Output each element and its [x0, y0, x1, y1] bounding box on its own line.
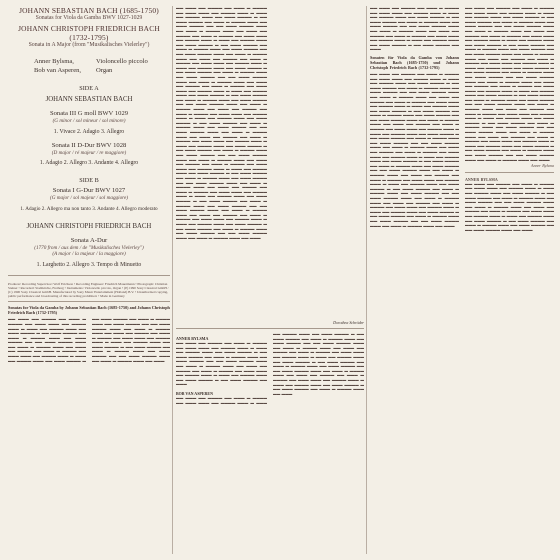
recording-credits: Producer: Recording Supervisor: Wolf Erichson • Recording Engineer: Friedrich Mauermann • Photograph: Christian Steiner • Recorded: Stadtkirche, Freiberg • Instruments: Violoncello piccolo, Organ • (P) 1990 Sony Classical GmbH / (C) 1990 Sony Classical GmbH. Manufactured by Sony Music Entertainment (Holland) B.V. • Unauthorized copying, public performance and broadcasting of this recording prohibited. • Made in Germany — [8, 281, 169, 299]
left-column — [8, 6, 170, 554]
right-column — [370, 6, 554, 554]
work-title: Sonata II D-Dur BWV 1028 — [51, 141, 127, 149]
performer-instrument: Organ — [96, 67, 113, 74]
work-key: (A major / la majeur / la maggiore) — [52, 251, 126, 257]
performer-name: Anner Bylsma, — [34, 58, 74, 65]
notes-text-english — [8, 317, 170, 363]
work-edition: (1770 from / aus dem / de "Musikalisches Vielerley") — [34, 244, 144, 251]
middle-column — [176, 6, 364, 554]
notes-heading-german: Sonaten für Viola da Gamba von Johann Sebastian Bach (1685-1750) und Johann Christoph Friedrich Bach (1732-1795) — [370, 54, 459, 70]
bio-section — [176, 332, 364, 405]
composer2-name: JOHANN CHRISTOPH FRIEDRICH BACH — [18, 24, 160, 33]
performer-row — [8, 66, 170, 75]
side-a-composer: JOHANN SEBASTIAN BACH — [45, 96, 133, 103]
divider-line — [8, 301, 170, 302]
composer1-subtitle: Sonatas for Viola da Gamba BWV 1027-1029 — [35, 15, 143, 21]
work-title: Sonata A-Dur — [70, 236, 108, 244]
composer1-name: JOHANN SEBASTIAN BACH — [19, 6, 118, 15]
text-block: ▬▬ ▬▬▬ ▬▬ ▬▬▬▬ ▬▬ ▬▬▬ ▬ ▬▬▬▬ ▬▬ ▬▬▬ ▬▬▬ ▬▬ ▬▬▬▬ ▬▬▬ ▬ ▬▬▬ ▬▬ ▬▬▬▬ ▬▬▬ ▬▬ ▬▬▬ ▬▬▬▬ ▬ ▬▬ ▬▬▬ ▬▬▬▬ ▬▬ ▬▬▬ ▬ ▬▬▬▬ ▬▬▬ ▬▬ ▬▬▬ ▬▬▬▬ ▬▬ ▬▬ ▬▬▬ ▬▬▬▬ ▬▬▬ ▬▬ ▬▬▬ ▬ ▬▬▬▬ ▬▬▬ ▬▬ ▬▬▬ ▬▬ ▬▬▬▬ ▬▬ ▬▬▬ ▬ ▬▬▬▬ ▬▬ ▬▬▬ ▬▬▬ ▬▬ ▬▬▬▬ ▬▬▬ ▬ ▬▬▬ ▬▬ ▬▬▬▬ ▬▬▬ ▬▬ ▬▬▬ ▬▬▬▬ ▬ ▬▬ ▬▬▬ ▬▬▬▬ ▬▬ ▬▬▬ Sonaten für Viola da Gamba von Johann Sebastian Bach (1685-1750) und Johann Christoph Friedrich Bach (1732-1795) ▬▬ ▬▬▬ ▬▬ ▬▬▬▬ ▬▬ ▬▬▬ ▬ ▬▬▬▬ ▬▬ ▬▬▬ ▬▬▬ ▬▬ ▬▬▬▬ ▬▬▬ ▬ ▬▬▬ ▬▬ ▬▬▬▬ ▬▬▬ ▬▬ ▬▬▬ ▬▬▬▬ ▬ ▬▬ ▬▬▬ ▬▬▬▬ ▬▬ ▬▬▬ ▬ ▬▬▬▬ ▬▬▬ ▬▬ ▬▬▬ ▬▬▬▬ ▬▬ ▬▬ ▬▬▬ ▬▬▬▬ ▬▬▬ ▬▬ ▬▬▬ ▬ ▬▬▬▬ ▬▬▬ ▬▬ ▬▬▬ ▬▬ ▬▬▬▬ ▬▬ ▬▬▬ ▬ ▬▬▬▬ ▬▬ ▬▬▬ ▬▬▬ ▬▬ ▬▬▬▬ ▬▬▬ ▬ ▬▬▬ ▬▬ ▬▬▬▬ ▬▬▬ ▬▬ ▬▬▬ ▬▬▬▬ ▬ ▬▬ ▬▬▬ ▬▬▬▬ ▬▬ ▬▬▬ ▬ ▬▬▬▬ ▬▬▬ ▬▬ ▬▬▬ ▬▬▬▬ ▬▬ ▬▬ ▬▬▬ ▬▬▬▬ ▬▬▬ ▬▬ ▬▬▬ ▬ ▬▬▬▬ ▬▬▬ ▬▬ ▬▬▬ ▬▬ ▬▬▬▬ ▬▬ ▬▬▬ ▬ ▬▬▬▬ ▬▬ ▬▬▬ ▬▬▬ ▬▬ ▬▬▬▬ ▬▬▬ ▬ ▬▬▬ ▬▬ ▬▬▬▬ ▬▬▬ ▬▬ ▬▬▬ ▬▬▬▬ ▬ ▬▬ ▬▬▬ ▬▬▬▬ ▬▬ ▬▬▬ ▬ ▬▬▬▬ ▬▬▬ ▬▬ ▬▬▬ ▬▬▬▬ ▬▬ ▬▬ ▬▬▬ ▬▬▬▬ ▬▬▬ ▬▬ ▬▬▬ ▬ ▬▬▬▬ ▬▬▬ ▬▬ ▬▬▬ ▬▬ ▬▬▬▬ ▬▬ ▬▬▬ ▬ ▬▬▬▬ ▬▬ ▬▬▬ ▬▬▬ ▬▬ ▬▬▬▬ ▬▬▬ ▬ ▬▬▬ ▬▬ ▬▬▬▬ ▬▬▬ ▬▬ ▬▬▬ ▬▬▬▬ ▬ ▬▬ ▬▬▬ ▬▬▬▬ ▬▬ ▬▬▬ ▬ ▬▬▬▬ ▬▬▬ ▬▬ ▬▬▬ ▬▬▬▬ ▬▬ ▬▬ ▬▬▬ ▬▬▬▬ ▬▬▬ ▬▬ ▬▬▬ ▬ ▬▬▬▬ ▬▬▬ ▬▬ ▬▬▬ ▬▬ ▬▬▬▬ ▬▬ ▬▬▬ ▬ ▬▬▬▬ ▬▬ ▬▬▬ ▬▬▬ ▬▬ ▬▬▬▬ ▬▬▬ ▬ ▬▬▬ ▬▬ ▬▬▬▬ ▬▬▬ ▬▬ ▬▬▬ ▬▬▬▬ ▬ ▬▬ ▬▬▬ ▬▬▬▬ ▬▬ ▬▬▬ ▬ ▬▬▬▬ ▬▬▬ ▬▬ ▬▬▬ ▬▬▬▬ ▬▬ ▬▬ ▬▬▬ ▬▬▬▬ ▬▬▬ ▬▬ ▬▬▬ ▬ ▬▬▬▬ ▬▬▬ ▬▬ ▬▬▬ ▬▬ ▬▬▬▬ ▬▬ ▬▬▬ ▬ ▬▬▬▬ ▬▬ ▬▬▬ ▬▬▬ ▬▬ ▬▬▬▬ ▬▬▬ ▬ ▬▬▬ ▬▬ ▬▬▬▬ ▬▬▬ ▬▬ ▬▬▬ ▬▬▬▬ ▬ ▬▬ ▬▬▬ ▬▬▬▬ ▬▬ ▬▬▬ ▬ ▬▬▬▬ ▬▬▬ ▬▬ ▬▬▬ ▬▬▬▬ ▬▬ ▬▬ ▬▬▬ ▬▬▬▬ ▬▬▬ ▬▬ ▬▬▬ ▬ ▬▬▬▬ ▬▬▬ ▬▬ ▬▬▬ — [370, 6, 459, 228]
performer-name: Bob van Asperen, — [34, 67, 82, 74]
notes-text-german — [370, 6, 554, 232]
column-divider — [366, 6, 367, 554]
signature-author: Anner Bylsma — [531, 163, 554, 169]
work-title: Sonata I G-Dur BWV 1027 — [52, 187, 126, 194]
bio-heading-cellist: ANNER BYLSMA — [176, 336, 209, 341]
performer-list — [8, 57, 170, 75]
side-b-composer: JOHANN CHRISTOPH FRIEDRICH BACH — [26, 222, 152, 230]
work-key: (G minor / sol mineur / sol minore) — [52, 118, 126, 124]
column-divider — [172, 6, 173, 554]
performer-row — [8, 57, 170, 66]
work-key: (D major / ré majeur / re maggiore) — [51, 149, 127, 156]
composer2-heading — [8, 24, 170, 42]
side-b-label: SIDE B — [79, 177, 99, 184]
notes-heading-english: Sonatas for Viola da Gamba by Johann Sebastian Bach (1685-1750) and Johann Christoph Friedrich Bach (1732-1795) — [8, 305, 170, 316]
performer-instrument: Violoncello piccolo — [96, 58, 148, 65]
bio-heading-cellist-german: ANNER BYLSMA — [465, 176, 498, 182]
work-movements: 1. Vivace 2. Adagio 3. Allegro — [53, 128, 125, 135]
signature-author: Dorothea Schröder — [333, 320, 364, 325]
bio-heading-organist: BOB VAN ASPEREN — [176, 390, 213, 396]
composer2-subtitle: Sonata in A Major (from "Musikalisches Vielerley") — [28, 42, 150, 48]
text-block: ▬▬ ▬▬▬ ▬▬ ▬▬▬▬ ▬▬ ▬▬▬ ▬ ▬▬▬▬ ▬▬ ▬▬▬ ▬▬▬ ▬▬ ▬▬▬▬ ▬▬▬ ▬ ▬▬▬ ▬▬ ▬▬▬▬ ▬▬▬ ▬▬ ▬▬▬ ▬▬▬▬ ▬ ▬▬ ▬▬▬ ▬▬▬▬ ▬▬ ▬▬▬ ▬ ▬▬▬▬ ▬▬▬ ▬▬ ▬▬▬ ▬▬▬▬ ▬▬ ▬▬ ▬▬▬ ▬▬▬▬ ▬▬▬ ▬▬ ▬▬▬ ▬ ▬▬▬▬ ▬▬▬ ▬▬ ▬▬▬ ▬▬ ▬▬▬▬ ▬▬ ▬▬▬ ▬ ▬▬▬▬ ▬▬ ▬▬▬ ▬▬▬ ▬▬ ▬▬▬▬ ▬▬▬ ▬ ▬▬▬ ▬▬ ▬▬▬▬ ▬▬▬ ▬▬ ▬▬▬ ▬▬▬▬ ▬ ▬▬ ▬▬▬ ▬▬▬▬ ▬▬ ▬▬▬ ▬ ▬▬▬▬ ▬▬▬ ▬▬ ▬▬▬ ▬▬▬▬ ▬▬ ▬▬ ▬▬▬ ▬▬▬▬ ▬▬▬ ▬▬ ▬▬▬ ▬ ▬▬▬▬ ▬▬▬ ▬▬ ▬▬▬ ▬▬ ▬▬▬▬ ▬▬ ▬▬▬ ▬ ▬▬▬▬ ▬▬ ▬▬▬ ▬▬▬ ▬▬ ▬▬▬▬ ▬▬▬ ▬ ▬▬▬ ▬▬ ▬▬▬▬ ▬▬▬ ▬▬ ▬▬▬ ▬▬▬▬ ▬ ▬▬ ▬▬▬ ▬▬▬▬ ▬▬ ▬▬▬ ▬ ▬▬▬▬ ▬▬▬ ▬▬ ▬▬▬ ▬▬▬▬ ▬▬ ▬▬ ▬▬▬ ▬▬▬▬ ▬▬▬ ▬▬ ▬▬▬ ▬ ▬▬▬▬ ▬▬▬ ▬▬ ▬▬▬ — [8, 317, 170, 363]
side-a-label: SIDE A — [79, 85, 99, 92]
bio-text: ▬▬ ▬▬▬ ▬▬ ▬▬▬▬ ▬▬ ▬▬▬ ▬ ▬▬▬▬ ▬▬ ▬▬▬ ▬▬▬ ▬▬ ▬▬▬▬ ▬▬▬ ▬ ▬▬▬ ▬▬ ▬▬▬▬ ▬▬▬ ▬▬ ▬▬▬ ▬▬▬▬ ▬ ▬▬ ▬▬▬ ▬▬▬▬ ▬▬ ▬▬▬ ▬ ▬▬▬▬ ▬▬▬ ▬▬ ▬▬▬ ▬▬▬▬ ▬▬ ▬▬ ▬▬▬ ▬▬▬▬ ▬▬▬ ▬▬ ▬▬▬ ▬ ▬▬▬▬ ▬▬▬ ▬▬ ▬▬▬ ▬▬ ▬▬▬▬ ▬▬ ▬▬▬ ▬ ▬▬▬▬ ▬▬ ▬▬▬ ▬▬▬ ▬▬ ▬▬▬▬ ▬▬▬ ▬ ▬▬▬ ▬▬ ▬▬▬▬ ▬▬▬ ▬▬ ▬▬▬ ▬▬▬▬ ▬ ▬▬ ▬▬▬ ▬▬▬▬ ▬▬ ▬▬▬ — [176, 341, 267, 387]
composer2-dates: (1732-1795) — [69, 33, 109, 42]
divider-line — [465, 172, 554, 173]
work-movements: 1. Adagio 2. Allegro ma non tanto 3. Andante 4. Allegro moderato — [20, 205, 158, 212]
text-block: ▬▬ ▬▬▬ ▬▬ ▬▬▬▬ ▬▬ ▬▬▬ ▬ ▬▬▬▬ ▬▬ ▬▬▬ ▬▬▬ ▬▬ ▬▬▬▬ ▬▬▬ ▬ ▬▬▬ ▬▬ ▬▬▬▬ ▬▬▬ ▬▬ ▬▬▬ ▬▬▬▬ ▬ ▬▬ ▬▬▬ ▬▬▬▬ ▬▬ ▬▬▬ ▬ ▬▬▬▬ ▬▬▬ ▬▬ ▬▬▬ ▬▬▬▬ ▬▬ ▬▬ ▬▬▬ ▬▬▬▬ ▬▬▬ ▬▬ ▬▬▬ ▬ ▬▬▬▬ ▬▬▬ ▬▬ ▬▬▬ ▬▬ ▬▬▬▬ ▬▬ ▬▬▬ ▬ ▬▬▬▬ ▬▬ ▬▬▬ ▬▬▬ ▬▬ ▬▬▬▬ ▬▬▬ ▬ ▬▬▬ ▬▬ ▬▬▬▬ ▬▬▬ ▬▬ ▬▬▬ ▬▬▬▬ ▬ ▬▬ ▬▬▬ ▬▬▬▬ ▬▬ ▬▬▬ ▬ ▬▬▬▬ ▬▬▬ ▬▬ ▬▬▬ ▬▬▬▬ ▬▬ ▬▬ ▬▬▬ ▬▬▬▬ ▬▬▬ ▬▬ ▬▬▬ ▬ ▬▬▬▬ ▬▬▬ ▬▬ ▬▬▬ ▬▬ ▬▬▬▬ ▬▬ ▬▬▬ ▬ ▬▬▬▬ ▬▬ ▬▬▬ ▬▬▬ ▬▬ ▬▬▬▬ ▬▬▬ ▬ ▬▬▬ ▬▬ ▬▬▬▬ ▬▬▬ ▬▬ ▬▬▬ ▬▬▬▬ ▬ ▬▬ ▬▬▬ ▬▬▬▬ ▬▬ ▬▬▬ ▬ ▬▬▬▬ ▬▬▬ ▬▬ ▬▬▬ ▬▬▬▬ ▬▬ ▬▬ ▬▬▬ ▬▬▬▬ ▬▬▬ ▬▬ ▬▬▬ ▬ ▬▬▬▬ ▬▬▬ ▬▬ ▬▬▬ ▬▬ ▬▬▬▬ ▬▬ ▬▬▬ ▬ ▬▬▬▬ ▬▬ ▬▬▬ ▬▬▬ ▬▬ ▬▬▬▬ ▬▬▬ ▬ ▬▬▬ ▬▬ ▬▬▬▬ ▬▬▬ ▬▬ ▬▬▬ ▬▬▬▬ ▬ ▬▬ ▬▬▬ ▬▬▬▬ ▬▬ ▬▬▬ ▬ ▬▬▬▬ ▬▬▬ ▬▬ ▬▬▬ ▬▬▬▬ ▬▬ ▬▬ ▬▬▬ ▬▬▬▬ ▬▬▬ ▬▬ ▬▬▬ ▬ ▬▬▬▬ ▬▬▬ ▬▬ ▬▬▬ ▬▬ ▬▬▬▬ ▬▬ ▬▬▬ ▬ ▬▬▬▬ ▬▬ ▬▬▬ ▬▬▬ ▬▬ ▬▬▬▬ ▬▬▬ ▬ ▬▬▬ ▬▬ ▬▬▬▬ ▬▬▬ ▬▬ ▬▬▬ ▬▬▬▬ ▬ ▬▬ ▬▬▬ ▬▬▬▬ ▬▬ ▬▬▬ ▬ ▬▬▬▬ ▬▬▬ ▬▬ ▬▬▬ ▬▬▬▬ ▬▬ ▬▬ ▬▬▬ ▬▬▬▬ ▬▬▬ ▬▬ ▬▬▬ ▬ ▬▬▬▬ ▬▬▬ ▬▬ ▬▬▬ ▬▬ ▬▬▬▬ ▬▬ ▬▬▬ ▬ ▬▬▬▬ ▬▬ ▬▬▬ ▬▬▬ ▬▬ ▬▬▬▬ ▬▬▬ ▬ ▬▬▬ ▬▬ ▬▬▬▬ ▬▬▬ ▬▬ ▬▬▬ ▬▬▬▬ ▬ ▬▬ ▬▬▬ ▬▬▬▬ ▬▬ ▬▬▬ ▬ ▬▬▬▬ ▬▬▬ ▬▬ ▬▬▬ ▬▬▬▬ ▬▬ ▬▬ ▬▬▬ ▬▬▬▬ ▬▬▬ ▬▬ ▬▬▬ ▬ ▬▬▬▬ ▬▬▬ ▬▬ ▬▬▬ ▬▬ ▬▬▬▬ ▬▬ ▬▬▬ ▬ ▬▬▬▬ ▬▬ ▬▬▬ ▬▬▬ ▬▬ ▬▬▬▬ ▬▬▬ ▬ ▬▬▬ ▬▬ ▬▬▬▬ ▬▬▬ ▬▬ ▬▬▬ ▬▬▬▬ ▬ ▬▬ ▬▬▬ ▬▬▬▬ ▬▬ ▬▬▬ ▬ ▬▬▬▬ ▬▬▬ ▬▬ ▬▬▬ ▬▬▬▬ ▬▬ ▬▬ ▬▬▬ ▬▬▬▬ ▬▬▬ ▬▬ ▬▬▬ ▬ ▬▬▬▬ ▬▬▬ ▬▬ ▬▬▬ ▬▬ ▬▬▬▬ ▬▬ ▬▬▬ ▬ ▬▬▬▬ ▬▬ ▬▬▬ ▬▬▬ ▬▬ ▬▬▬▬ ▬▬▬ ▬ ▬▬▬ ▬▬ ▬▬▬▬ ▬▬▬ ▬▬ ▬▬▬ ▬▬▬▬ ▬ ▬▬ ▬▬▬ ▬▬▬▬ ▬▬ ▬▬▬ ▬ ▬▬▬▬ ▬▬▬ ▬▬ ▬▬▬ ▬▬▬▬ ▬▬ ▬▬ ▬▬▬ ▬▬▬▬ ▬▬▬ ▬▬ ▬▬▬ ▬ ▬▬▬▬ ▬▬▬ ▬▬ ▬▬▬ ▬▬ ▬▬▬▬ ▬▬ ▬▬▬ ▬ ▬▬▬▬ ▬▬ ▬▬▬ ▬▬▬ ▬▬ ▬▬▬▬ ▬▬▬ ▬ ▬▬▬ ▬▬ ▬▬▬▬ ▬▬▬ ▬▬ ▬▬▬ ▬▬▬▬ ▬ ▬▬ ▬▬▬ ▬▬▬▬ ▬▬ ▬▬▬ ▬ ▬▬▬▬ ▬▬▬ ▬▬ ▬▬▬ ▬▬▬▬ ▬▬ ▬▬ ▬▬▬ ▬▬▬▬ ▬▬▬ ▬▬ ▬▬▬ ▬ ▬▬▬▬ ▬▬▬ ▬▬ ▬▬▬ — [176, 6, 267, 240]
work-movements: 1. Larghetto 2. Allegro 3. Tempo di Minuetto — [36, 261, 142, 268]
divider-line — [8, 275, 170, 276]
work-title: Sonata III G moll BWV 1029 — [49, 110, 129, 117]
work-key: (G major / sol majeur / sol maggiore) — [49, 195, 129, 201]
work-movements: 1. Adagio 2. Allegro 3. Andante 4. Allegro — [39, 160, 139, 166]
text-block: ▬▬ ▬▬▬ ▬▬ ▬▬▬▬ ▬▬ ▬▬▬ ▬ ▬▬▬▬ ▬▬ ▬▬▬ ▬▬▬ ▬▬ ▬▬▬▬ ▬▬▬ ▬ ▬▬▬ ▬▬ ▬▬▬▬ ▬▬▬ ▬▬ ▬▬▬ ▬▬▬▬ ▬ ▬▬ ▬▬▬ ▬▬▬▬ ▬▬ ▬▬▬ ▬ ▬▬▬▬ ▬▬▬ ▬▬ ▬▬▬ ▬▬▬▬ ▬▬ ▬▬ ▬▬▬ ▬▬▬▬ ▬▬▬ ▬▬ ▬▬▬ ▬ ▬▬▬▬ ▬▬▬ ▬▬ ▬▬▬ ▬▬ ▬▬▬▬ ▬▬ ▬▬▬ ▬ ▬▬▬▬ ▬▬ ▬▬▬ ▬▬▬ ▬▬ ▬▬▬▬ ▬▬▬ ▬ ▬▬▬ ▬▬ ▬▬▬▬ ▬▬▬ ▬▬ ▬▬▬ ▬▬▬▬ ▬ ▬▬ ▬▬▬ ▬▬▬▬ ▬▬ ▬▬▬ ▬ ▬▬▬▬ ▬▬▬ ▬▬ ▬▬▬ ▬▬▬▬ ▬▬ ▬▬ ▬▬▬ ▬▬▬▬ ▬▬▬ ▬▬ ▬▬▬ ▬ ▬▬▬▬ ▬▬▬ ▬▬ ▬▬▬ ▬▬ ▬▬▬▬ ▬▬ ▬▬▬ ▬ ▬▬▬▬ ▬▬ ▬▬▬ ▬▬▬ ▬▬ ▬▬▬▬ ▬▬▬ ▬ ▬▬▬ ▬▬ ▬▬▬▬ ▬▬▬ ▬▬ ▬▬▬ ▬▬▬▬ ▬ ▬▬ ▬▬▬ ▬▬▬▬ ▬▬ ▬▬▬ ▬ ▬▬▬▬ ▬▬▬ ▬▬ ▬▬▬ ▬▬▬▬ ▬▬ ▬▬ ▬▬▬ ▬▬▬▬ ▬▬▬ ▬▬ ▬▬▬ ▬ ▬▬▬▬ ▬▬▬ ▬▬ ▬▬▬ ▬▬ ▬▬▬▬ ▬▬ ▬▬▬ ▬ ▬▬▬▬ ▬▬ ▬▬▬ ▬▬▬ ▬▬ ▬▬▬▬ ▬▬▬ ▬ ▬▬▬ ▬▬ ▬▬▬▬ ▬▬▬ ▬▬ ▬▬▬ ▬▬▬▬ ▬ ▬▬ ▬▬▬ ▬▬▬▬ ▬▬ ▬▬▬ ▬ ▬▬▬▬ ▬▬▬ ▬▬ ▬▬▬ ▬▬▬▬ ▬▬ ▬▬ ▬▬▬ ▬▬▬▬ ▬▬▬ ▬▬ ▬▬▬ ▬ ▬▬▬▬ ▬▬▬ ▬▬ ▬▬▬ ▬▬ ▬▬▬▬ ▬▬ ▬▬▬ ▬ ▬▬▬▬ ▬▬ ▬▬▬ ▬▬▬ ▬▬ ▬▬▬▬ ▬▬▬ ▬ ▬▬▬ ▬▬ ▬▬▬▬ ▬▬▬ ▬▬ ▬▬▬ ▬▬▬▬ ▬ ▬▬ ▬▬▬ ▬▬▬▬ ▬▬ ▬▬▬ ▬ ▬▬▬▬ ▬▬▬ ▬▬ ▬▬▬ ▬▬▬▬ ▬▬ ▬▬ ▬▬▬ ▬▬▬▬ ▬▬▬ ▬▬ ▬▬▬ ▬ ▬▬▬▬ ▬▬▬ ▬▬ ▬▬▬ ▬▬ ▬▬▬▬ ▬▬ ▬▬▬ ▬ ▬▬▬▬ ▬▬ ▬▬▬ ▬▬▬ ▬▬ ▬▬▬▬ ▬▬▬ ▬ ▬▬▬ ▬▬ ▬▬▬▬ ▬▬▬ ▬▬ ▬▬▬ ▬▬▬▬ ▬ ▬▬ ▬▬▬ ▬▬▬▬ ▬▬ ▬▬▬ ▬ ▬▬▬▬ ▬▬▬ ▬▬ ▬▬▬ ▬▬▬▬ ▬▬ ▬▬ ▬▬▬ ▬▬▬▬ ▬▬▬ ▬▬ ▬▬▬ ▬ ▬▬▬▬ ▬▬▬ ▬▬ ▬▬▬ Anner Bylsma ANNER BYLSMA ▬▬ ▬▬▬ ▬▬ ▬▬▬▬ ▬▬ ▬▬▬ ▬ ▬▬▬▬ ▬▬ ▬▬▬ ▬▬▬ ▬▬ ▬▬▬▬ ▬▬▬ ▬ ▬▬▬ ▬▬ ▬▬▬▬ ▬▬▬ ▬▬ ▬▬▬ ▬▬▬▬ ▬ ▬▬ ▬▬▬ ▬▬▬▬ ▬▬ ▬▬▬ ▬ ▬▬▬▬ ▬▬▬ ▬▬ ▬▬▬ ▬▬▬▬ ▬▬ ▬▬ ▬▬▬ ▬▬▬▬ ▬▬▬ ▬▬ ▬▬▬ ▬ ▬▬▬▬ ▬▬▬ ▬▬ ▬▬▬ ▬▬ ▬▬▬▬ ▬▬ ▬▬▬ ▬ ▬▬▬▬ ▬▬ ▬▬▬ ▬▬▬ ▬▬ ▬▬▬▬ ▬▬▬ ▬ ▬▬▬ ▬▬ ▬▬▬▬ ▬▬▬ ▬▬ ▬▬▬ ▬▬▬▬ ▬ ▬▬ ▬▬▬ ▬▬▬▬ ▬▬ ▬▬▬ ▬ ▬▬▬▬ ▬▬▬ ▬▬ ▬▬▬ ▬▬▬▬ ▬▬ ▬▬ ▬▬▬ ▬▬▬▬ ▬▬▬ ▬▬ ▬▬▬ — [465, 6, 554, 232]
composer1-dates: (1685-1750) — [119, 6, 159, 15]
composer1-heading — [8, 6, 170, 15]
divider-line — [176, 328, 364, 329]
bio-text: ▬▬ ▬▬▬ ▬▬ ▬▬▬▬ ▬▬ ▬▬▬ ▬ ▬▬▬▬ ▬▬ ▬▬▬ ▬▬▬ ▬▬ ▬▬▬▬ ▬▬▬ ▬ ▬▬▬ ▬▬ ▬▬▬▬ ▬▬▬ ▬▬ ▬▬▬ ▬▬▬▬ ▬ ▬▬ ▬▬▬ ▬▬▬▬ ▬▬ ▬▬▬ ▬ ▬▬▬▬ ▬▬▬ ▬▬ ▬▬▬ ▬▬▬▬ ▬▬ ▬▬ ▬▬▬ ▬▬▬▬ ▬▬▬ ▬▬ ▬▬▬ ▬ ▬▬▬▬ ▬▬▬ ▬▬ ▬▬▬ ▬▬ ▬▬▬▬ ▬▬ ▬▬▬ ▬ ▬▬▬▬ ▬▬ ▬▬▬ ▬▬▬ ▬▬ ▬▬▬▬ ▬▬▬ ▬ ▬▬▬ ▬▬ ▬▬▬▬ ▬▬▬ ▬▬ ▬▬▬ ▬▬▬▬ ▬ ▬▬ ▬▬▬ ▬▬▬▬ ▬▬ ▬▬▬ ▬ ▬▬▬▬ ▬▬▬ ▬▬ ▬▬▬ ▬▬▬▬ ▬▬ ▬▬ ▬▬▬ ▬▬▬▬ ▬▬▬ ▬▬ ▬▬▬ ▬ ▬▬▬▬ ▬▬▬ ▬▬ ▬▬▬ ▬▬ ▬▬▬▬ ▬▬ ▬▬▬ ▬ ▬▬▬▬ ▬▬ ▬▬▬ ▬▬▬ ▬▬ ▬▬▬▬ ▬▬▬ ▬ ▬▬▬ ▬▬ ▬▬▬▬ ▬▬▬ ▬▬ ▬▬▬ ▬▬▬▬ ▬ ▬▬ ▬▬▬ ▬▬▬▬ ▬▬ ▬▬▬ ▬ ▬▬▬▬ ▬▬▬ ▬▬ ▬▬▬ — [176, 332, 364, 405]
notes-text-english-continued — [176, 6, 364, 318]
